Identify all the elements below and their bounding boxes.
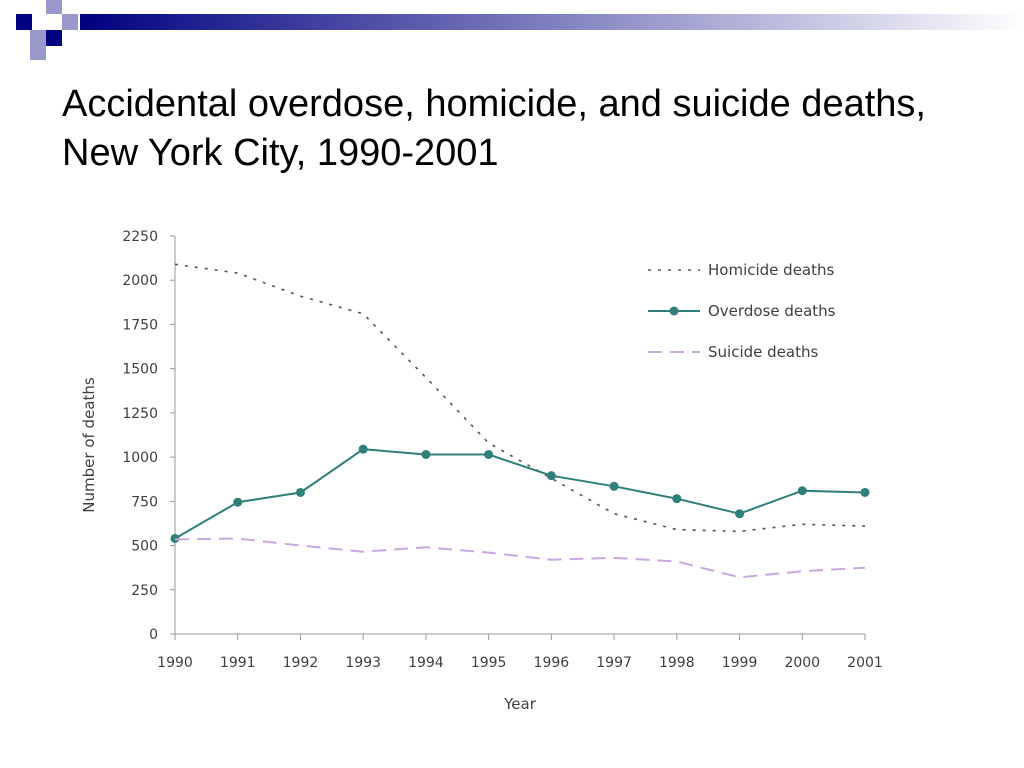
decor-gradient-bar — [80, 14, 1024, 30]
y-tick-label: 1750 — [122, 317, 158, 334]
x-axis-title: Year — [504, 695, 536, 713]
data-point-overdose — [296, 488, 305, 497]
decor-square — [46, 30, 62, 46]
x-tick-label: 1991 — [219, 655, 256, 671]
data-point-overdose — [547, 471, 556, 480]
x-tick-label: 2001 — [847, 655, 883, 671]
x-tick-label: 2000 — [784, 655, 821, 671]
decor-square — [16, 14, 32, 30]
series-line-suicide — [175, 539, 865, 578]
page-title: Accidental overdose, homicide, and suicide deaths, New York City, 1990-2001 — [62, 83, 926, 174]
y-tick-label: 1500 — [122, 361, 158, 378]
y-tick-label: 1250 — [122, 405, 158, 422]
series-line-overdose — [175, 449, 865, 538]
line-chart — [60, 220, 900, 730]
x-tick-label: 1998 — [658, 655, 695, 671]
data-point-overdose — [861, 488, 870, 497]
y-tick-label: 500 — [131, 538, 158, 555]
x-tick-label: 1993 — [345, 655, 382, 671]
y-tick-label: 2250 — [122, 229, 158, 245]
x-tick-label: 1997 — [596, 655, 632, 671]
data-point-overdose — [233, 498, 242, 507]
y-tick-label: 2000 — [122, 273, 158, 290]
y-tick-label: 250 — [131, 582, 158, 599]
x-tick-label: 1996 — [533, 655, 570, 671]
legend-label-suicide: Suicide deaths — [708, 343, 819, 361]
data-point-overdose — [484, 450, 493, 459]
legend-label-homicide: Homicide deaths — [708, 261, 835, 279]
y-tick-label: 750 — [131, 494, 158, 511]
y-tick-label: 0 — [149, 627, 158, 643]
x-tick-label: 1990 — [157, 655, 193, 671]
data-point-overdose — [610, 482, 619, 491]
legend-marker-overdose — [670, 307, 679, 316]
data-point-overdose — [672, 494, 681, 503]
decor-square — [30, 30, 46, 46]
decor-square — [30, 46, 46, 60]
data-point-overdose — [798, 486, 807, 495]
slide-decoration — [0, 0, 1024, 70]
x-tick-label: 1999 — [721, 655, 758, 671]
decor-square — [62, 14, 78, 30]
decor-square — [46, 0, 62, 14]
y-axis-title: Number of deaths — [80, 377, 98, 513]
x-tick-label: 1994 — [408, 655, 444, 671]
data-point-overdose — [735, 509, 744, 518]
x-tick-label: 1992 — [282, 655, 319, 671]
y-tick-label: 1000 — [122, 450, 158, 467]
legend-label-overdose: Overdose deaths — [708, 302, 836, 320]
x-tick-label: 1995 — [470, 655, 507, 671]
data-point-overdose — [421, 450, 430, 459]
data-point-overdose — [359, 445, 368, 454]
